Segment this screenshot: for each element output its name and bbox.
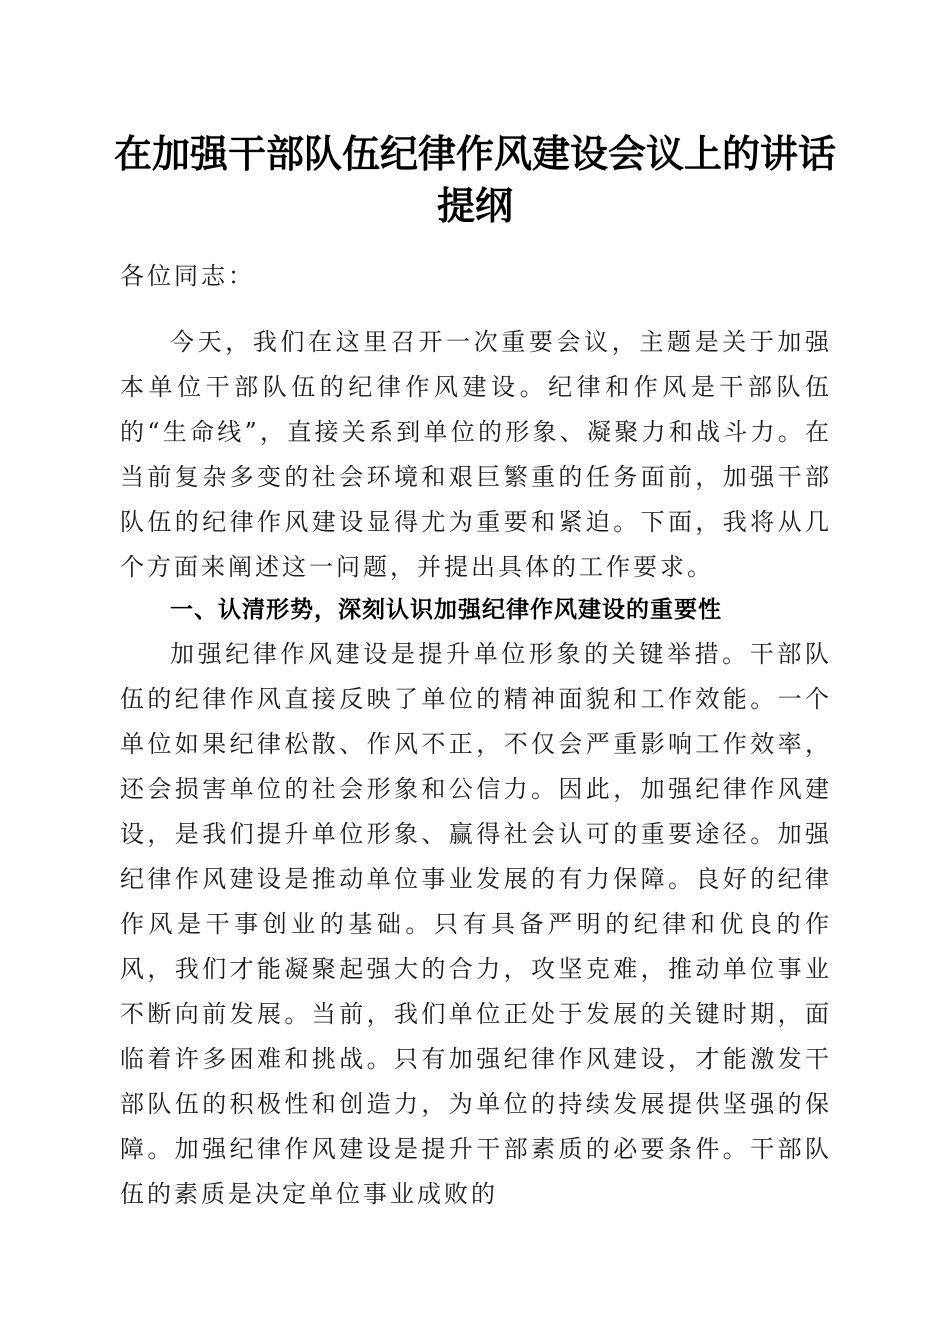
paragraph-intro: 今天，我们在这里召开一次重要会议，主题是关于加强本单位干部队伍的纪律作风建设。纪律和作风是干部队伍的“生命线”，直接关系到单位的形象、凝聚力和战斗力。在当前复杂多变的社会环境和艰巨繁重的任务面前，加强干部队伍的纪律作风建设显得尤为重要和紧迫。下面，我将从几个方面来阐述这一问题，并提出具体的工作要求。 bbox=[120, 328, 832, 581]
paragraph-section-1: 加强纪律作风建设是提升单位形象的关键举措。干部队伍的纪律作风直接反映了单位的精神面貌和工作效能。一个单位如果纪律松散、作风不正，不仅会严重影响工作效率，还会损害单位的社会形象和公信力。因此，加强纪律作风建设，是我们提升单位形象、赢得社会认可的重要途径。加强纪律作风建设是推动单位事业发展的有力保障。良好的纪律作风是干事创业的基础。只有具备严明的纪律和优良的作风，我们才能凝聚起强大的合力，攻坚克难，推动单位事业不断向前发展。当前，我们单位正处于发展的关键时期，面临着许多困难和挑战。只有加强纪律作风建设，才能激发干部队伍的积极性和创造力，为单位的持续发展提供坚强的保障。加强纪律作风建设是提升干部素质的必要条件。干部队伍的素质是决定单位事业成败的 bbox=[120, 640, 832, 1208]
section-heading: 一、认清形势，深刻认识加强纪律作风建设的重要性 bbox=[170, 597, 722, 623]
salutation: 各位同志： bbox=[120, 262, 255, 290]
document-title: 在加强干部队伍纪律作风建设会议上的讲话提纲 bbox=[113, 131, 836, 228]
